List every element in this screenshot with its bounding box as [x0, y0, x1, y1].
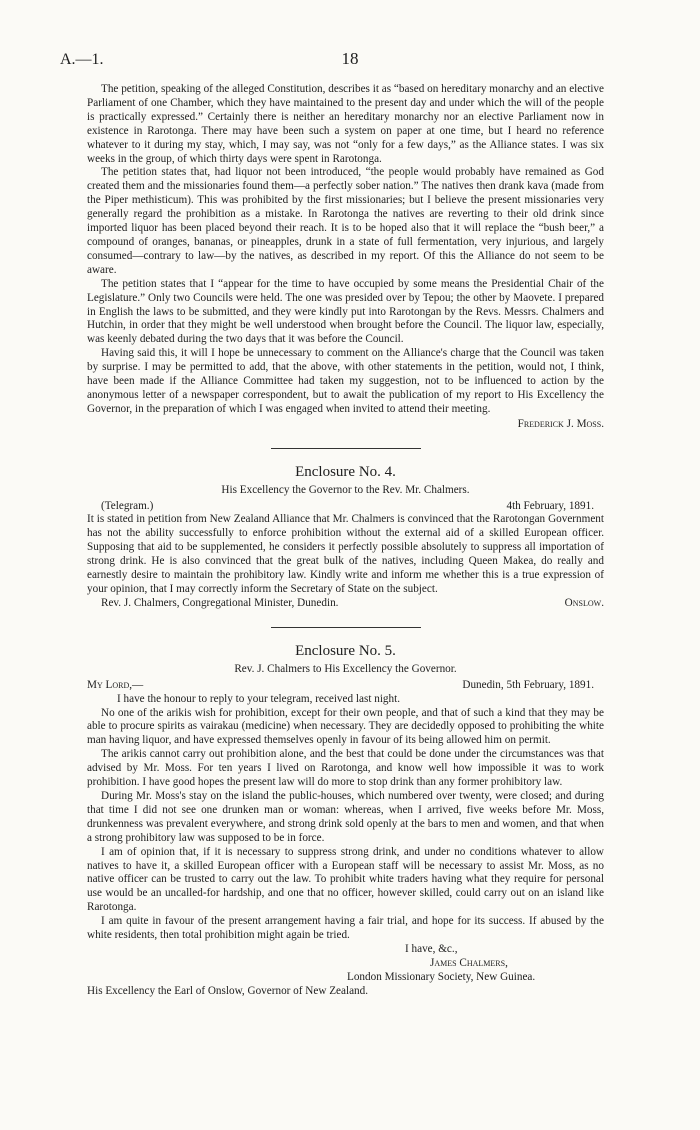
- telegram-date: 4th February, 1891.: [506, 499, 594, 512]
- letter-header-row: [87, 679, 604, 693]
- telegram-footer-row: [87, 597, 604, 611]
- section-divider: [271, 448, 421, 449]
- document-reference: A.—1.: [60, 51, 104, 68]
- signature-onslow: Onslow.: [564, 596, 604, 609]
- signature-organisation: London Missionary Society, New Guinea.: [347, 970, 536, 983]
- signature-moss: Frederick J. Moss.: [517, 417, 604, 430]
- paragraph: I am of opinion that, if it is necessary to suppress strong drink, and under no conditions whatever to allow natives to have it, a skilled European officer with a European staff will be necessary to assist Mr. Moss, as no native officer can be trusted to carry out the law. To prohibit white traders having what they require for personal use would be an uncalled-for hardship, and one that no officer, however skilled, could carry out on an island like Rarotonga.: [87, 845, 604, 914]
- enclosure-4-title: Enclosure No. 4.: [295, 463, 396, 480]
- letter-place-date: Dunedin, 5th February, 1891.: [462, 678, 594, 691]
- letter-closing: I have, &c.,: [405, 942, 458, 955]
- telegram-header-row: [87, 500, 604, 514]
- enclosure-4-subtitle: His Excellency the Governor to the Rev. Mr. Chalmers.: [221, 483, 470, 496]
- telegram-body: It is stated in petition from New Zealand Alliance that Mr. Chalmers is convinced that the Rarotongan Government has not the ability successfully to enforce prohibition without the external aid of a skilled European officer. Supposing that aid to be supplemented, he considers it perfectly possible absolutely to suppress all importation of strong drink. He is also convinced that the great bulk of the natives, including Queen Makea, do really and earnestly desire to maintain the prohibitory law. Kindly write and inform me whether this is a true expression of your opinion, that I may correctly inform the Secretary of State on the subject.: [87, 513, 604, 595]
- paragraph: The petition states that, had liquor not been introduced, “the people would probably have remained as God created them and the missionaries found them—a perfectly sober nation.” The natives then drank kava (made from the Piper methisticum). This was prohibited by the first missionaries; but I believe the present missionaries very generally regard the prohibition as a mistake. In Rarotonga the natives are reverting to their old drink since imported liquor has been placed beyond their reach. It is to be hoped also that it will replace the “bush beer,” a compound of oranges, bananas, or pineapples, drunk in a state of full fermentation, very injurious, and largely consumed—contrary to law—by the natives, as described in my report. Of this the Alliance do not seem to be aware.: [87, 166, 604, 276]
- paragraph: I am quite in favour of the present arrangement having a fair trial, and hope for its success. If abused by the white residents, then total prohibition might again be tried.: [87, 915, 604, 942]
- section-divider: [271, 627, 421, 628]
- document-body: [87, 83, 604, 999]
- paragraph: The petition states that I “appear for the time to have occupied by some means the Presidential Chair of the Legislature.” Only two Councils were held. The one was presided over by Tepou; the other by Maovete. I prepared in English the laws to be submitted, and they were kindly put into Rarotongan by the Revs. Messrs. Chalmers and Hutchin, in order that they might be well understood when brought before the Council. The liquor law, especially, was keenly debated during the two days that it was before the Council.: [87, 277, 604, 346]
- paragraph: No one of the arikis wish for prohibition, except for their own people, and that of such a kind that they may be able to procure spirits as vairakau (medicine) when necessary. They are decidedly opposed to prohibiting the white man having liquor, and have expressed themselves openly in favour of its being allowed him on permit.: [87, 706, 604, 747]
- paragraph: I have the honour to reply to your telegram, received last night.: [117, 692, 401, 705]
- paragraph: Having said this, it will I hope be unnecessary to comment on the Alliance's charge that the Council was taken by surprise. I may be permitted to add, that the above, with other statements in the petition, would not, I think, have been made if the Alliance Committee had taken my suggestion, not to be influenced to action by the anonymous letter of a newspaper correspondent, but to await the publication of my report to His Excellency the Governor, in the preparation of which I was engaged when invited to attend their meeting.: [87, 347, 604, 415]
- salutation: My Lord,—: [87, 678, 144, 691]
- paragraph: The arikis cannot carry out prohibition alone, and the best that could be done under the circumstances was that advised by Mr. Moss. For ten years I lived on Rarotonga, and know well how impossible it was to work prohibition. I have good hopes the present law will do more to stop drink than any former prohibitory law.: [87, 748, 604, 789]
- telegram-label: (Telegram.): [101, 499, 154, 512]
- enclosure-5-title: Enclosure No. 5.: [295, 642, 396, 659]
- paragraph: During Mr. Moss's stay on the island the public-houses, which numbered over twenty, were closed; and during that time I did not see one drunken man or woman: whereas, when I arrived, five weeks before Mr. Moss, drunkenness was prevalent everywhere, and strong drink sold openly at the bars to men and women, and that when a strong prohibitory law was supposed to be in force.: [87, 789, 604, 844]
- enclosure-5-subtitle: Rev. J. Chalmers to His Excellency the Governor.: [234, 662, 457, 675]
- telegram-addressee: Rev. J. Chalmers, Congregational Minister, Dunedin.: [101, 596, 339, 609]
- signature-chalmers: James Chalmers,: [430, 956, 508, 969]
- paragraph: The petition, speaking of the alleged Constitution, describes it as “based on hereditary monarchy and an elective Parliament of one Chamber, which they have maintained to the present day and under which the will of the people is practically expressed.” Certainly there is neither an hereditary monarchy nor an elective Parliament now in existence in Rarotonga. There may have been such a system on paper at one time, but I heard no reference whatever to it during my stay, which, I may say, was not “only for a few days,” as the Alliance states. I was six weeks in the group, of which thirty days were spent in Rarotonga.: [87, 83, 604, 165]
- page-number: 18: [341, 49, 359, 68]
- letter-addressee: His Excellency the Earl of Onslow, Governor of New Zealand.: [87, 984, 369, 997]
